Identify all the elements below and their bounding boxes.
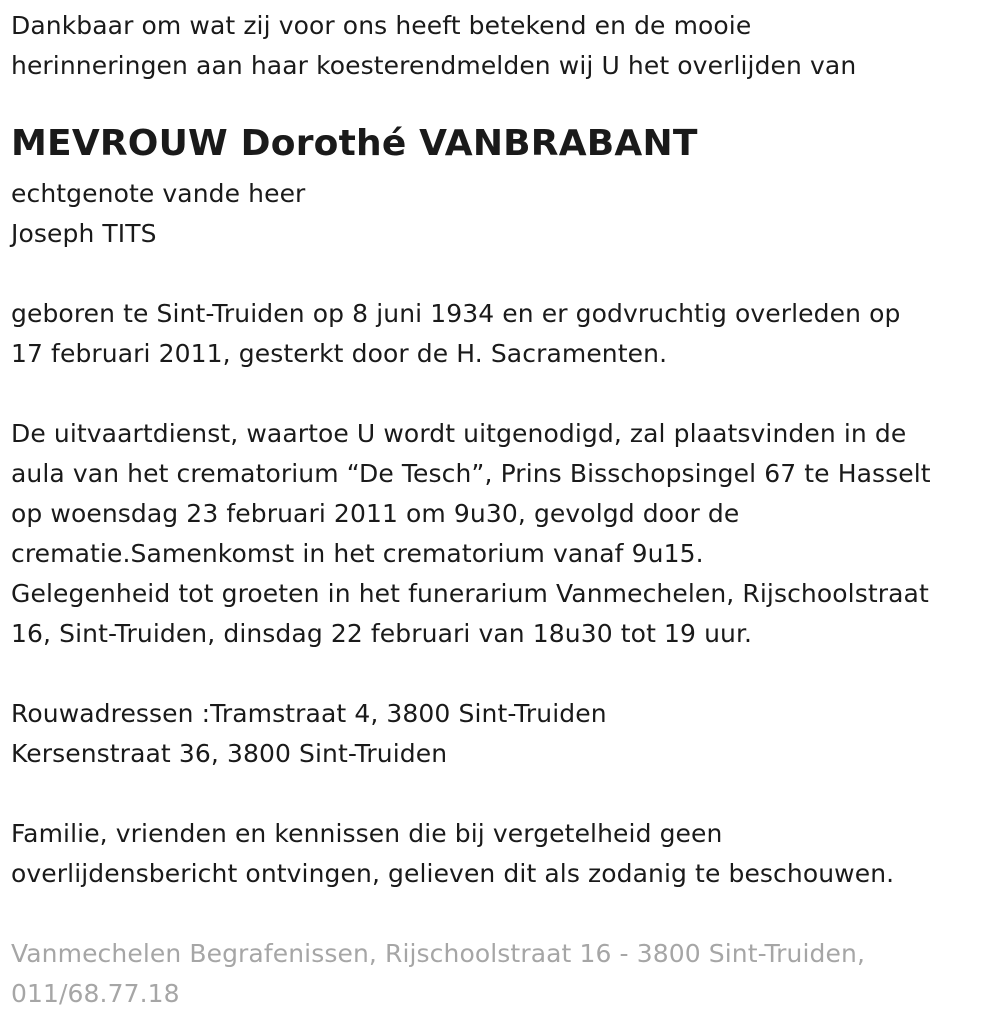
spacer	[11, 654, 996, 694]
address-line: Rouwadressen :Tramstraat 4, 3800 Sint-Truiden	[11, 699, 607, 728]
deceased-name: MEVROUW Dorothé VANBRABANT	[11, 123, 698, 164]
birth-death-line: 17 februari 2011, gesterkt door de H. Sacramenten.	[11, 339, 668, 368]
notice-line: Familie, vrienden en kennissen die bij vergetelheid geen	[11, 819, 723, 848]
spacer	[11, 254, 996, 294]
spouse-line: echtgenote vande heer	[11, 179, 306, 208]
service-line: crematie.Samenkomst in het crematorium vanaf 9u15.	[11, 539, 704, 568]
intro-line: Dankbaar om wat zij voor ons heeft betekend en de mooie	[11, 11, 752, 40]
service-line: op woensdag 23 februari 2011 om 9u30, gevolgd door de	[11, 499, 740, 528]
service-info	[11, 414, 996, 654]
spacer	[11, 774, 996, 814]
footer-phone: 011/68.77.18	[11, 979, 180, 1008]
spacer	[11, 894, 996, 934]
mourning-addresses	[11, 694, 996, 774]
service-line: aula van het crematorium “De Tesch”, Prins Bisschopsingel 67 te Hasselt	[11, 459, 931, 488]
death-notice	[11, 6, 996, 1014]
service-line: De uitvaartdienst, waartoe U wordt uitgenodigd, zal plaatsvinden in de	[11, 419, 907, 448]
notice-text	[11, 814, 996, 894]
spacer	[11, 374, 996, 414]
birth-death-info	[11, 294, 996, 374]
service-line: Gelegenheid tot groeten in het funerarium Vanmechelen, Rijschoolstraat	[11, 579, 929, 608]
intro-line: herinneringen aan haar koesterendmelden wij U het overlijden van	[11, 51, 857, 80]
intro-text	[11, 6, 996, 86]
notice-line: overlijdensbericht ontvingen, gelieven dit als zodanig te beschouwen.	[11, 859, 895, 888]
address-line: Kersenstraat 36, 3800 Sint-Truiden	[11, 739, 448, 768]
spouse-info	[11, 174, 996, 254]
service-line: 16, Sint-Truiden, dinsdag 22 februari van 18u30 tot 19 uur.	[11, 619, 753, 648]
spouse-name: Joseph TITS	[11, 219, 157, 248]
birth-death-line: geboren te Sint-Truiden op 8 juni 1934 en er godvruchtig overleden op	[11, 299, 901, 328]
footer-line: Vanmechelen Begrafenissen, Rijschoolstraat 16 - 3800 Sint-Truiden,	[11, 939, 865, 968]
funeral-home-footer	[11, 934, 996, 1014]
